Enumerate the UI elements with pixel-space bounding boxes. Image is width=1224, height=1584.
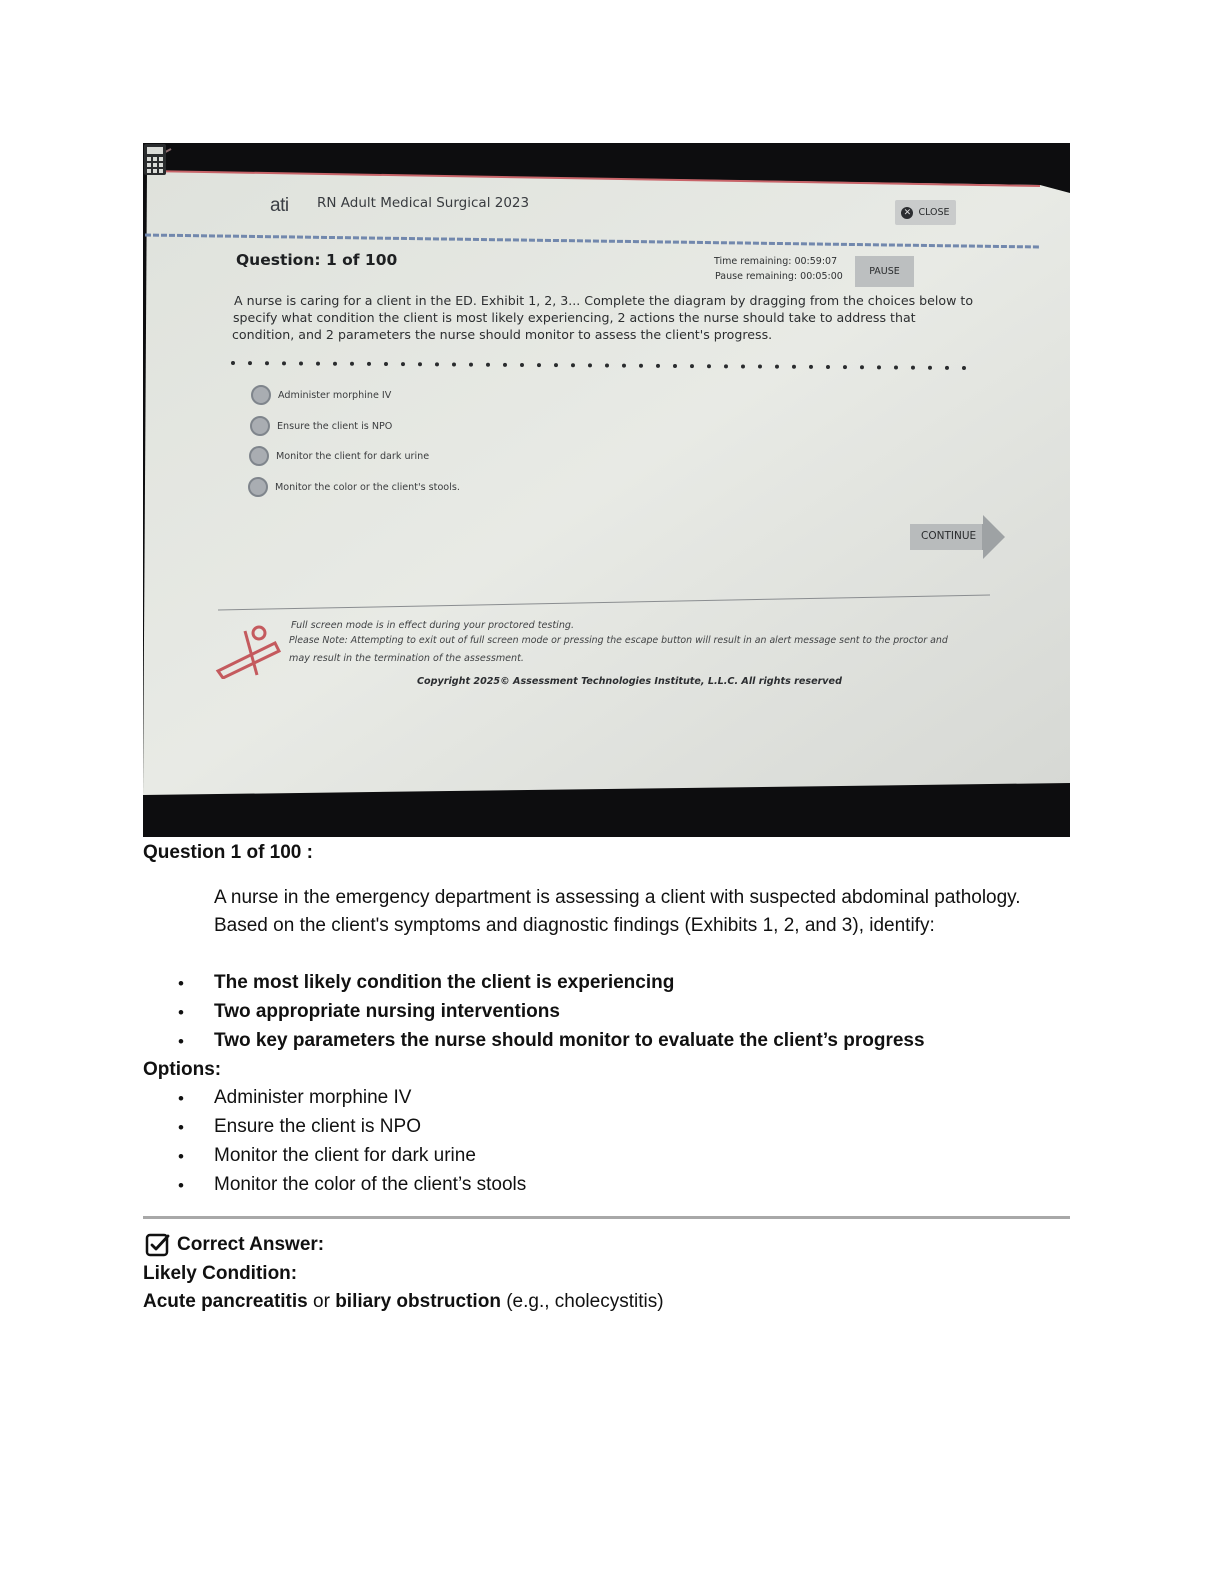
checkbox-checked-icon (145, 1232, 171, 1258)
condition-a: Acute pancreatitis (143, 1291, 308, 1312)
footer-note-line-3: may result in the termination of the assessment. (289, 653, 524, 664)
bullet-icon: • (178, 1118, 184, 1137)
close-button[interactable] (895, 200, 956, 225)
option-radio[interactable] (251, 385, 271, 405)
option-radio[interactable] (248, 477, 268, 497)
close-icon: ✕ (901, 207, 913, 219)
brand-wordmark: ati (270, 195, 289, 216)
bullet-icon: • (178, 1089, 184, 1108)
option-label: Administer morphine IV (278, 389, 392, 401)
option-row[interactable] (249, 446, 429, 466)
pause-button[interactable]: PAUSE (855, 256, 914, 287)
condition-b: biliary obstruction (335, 1291, 501, 1312)
task-item: Two key parameters the nurse should monitor to evaluate the client’s progress (214, 1030, 925, 1051)
section-divider (143, 1216, 1070, 1219)
ati-emblem-icon (215, 623, 287, 679)
prompt-line-3: condition, and 2 parameters the nurse should monitor to assess the client's progress. (232, 327, 773, 342)
bullet-icon: • (178, 974, 184, 993)
likely-condition-heading: Likely Condition: (143, 1263, 298, 1284)
task-item: The most likely condition the client is experiencing (214, 972, 675, 993)
footer-note-line-1: Full screen mode is in effect during your proctored testing. (291, 620, 575, 631)
bullet-icon: • (178, 1003, 184, 1022)
prompt-line-2: specify what condition the client is most likely experiencing, 2 actions the nurse should take to address that (233, 310, 916, 325)
continue-button[interactable] (910, 515, 1005, 559)
option-label: Monitor the client for dark urine (276, 450, 430, 462)
condition-joiner: or (307, 1291, 336, 1312)
question-counter: Question: 1 of 100 (236, 251, 398, 269)
option-row[interactable] (248, 477, 460, 497)
option-item: Monitor the color of the client’s stools (214, 1174, 527, 1195)
option-item: Monitor the client for dark urine (214, 1145, 476, 1166)
calculator-icon[interactable] (143, 143, 167, 176)
exam-screen-photo (143, 143, 1070, 837)
option-row[interactable] (251, 385, 391, 405)
intro-line-2: Based on the client's symptoms and diagnostic findings (Exhibits 1, 2, and 3), identify: (214, 915, 935, 936)
bullet-icon: • (178, 1147, 184, 1166)
footer-note-line-2: Please Note: Attempting to exit out of full screen mode or pressing the escape button will result in an alert message sent to the proctor and (289, 635, 948, 646)
likely-condition-answer (143, 1291, 664, 1313)
close-label: CLOSE (918, 207, 950, 218)
prompt-line-1: A nurse is caring for a client in the ED. Exhibit 1, 2, 3... Complete the diagram by dragging from the choices below to (234, 293, 974, 308)
option-row[interactable] (250, 416, 392, 436)
exam-title: RN Adult Medical Surgical 2023 (317, 195, 530, 211)
condition-note: (e.g., cholecystitis) (500, 1291, 664, 1312)
option-item: Ensure the client is NPO (214, 1116, 421, 1137)
time-remaining: Time remaining: 00:59:07 (714, 256, 838, 267)
question-heading: Question 1 of 100 : (143, 842, 313, 863)
option-label: Ensure the client is NPO (277, 420, 393, 432)
task-item: Two appropriate nursing interventions (214, 1001, 560, 1022)
answer-heading: Correct Answer: (177, 1234, 325, 1255)
pause-remaining: Pause remaining: 00:05:00 (715, 271, 843, 282)
bullet-icon: • (178, 1176, 184, 1195)
option-radio[interactable] (249, 446, 269, 466)
continue-label: CONTINUE (921, 530, 977, 542)
option-radio[interactable] (250, 416, 270, 436)
intro-line-1: A nurse in the emergency department is assessing a client with suspected abdominal pathology. (214, 887, 1021, 908)
option-label: Monitor the color or the client's stools. (275, 481, 460, 493)
bullet-icon: • (178, 1032, 184, 1051)
copyright-notice: Copyright 2025© Assessment Technologies Institute, L.L.C. All rights reserved (417, 676, 842, 687)
option-item: Administer morphine IV (214, 1087, 412, 1108)
options-heading: Options: (143, 1059, 222, 1080)
